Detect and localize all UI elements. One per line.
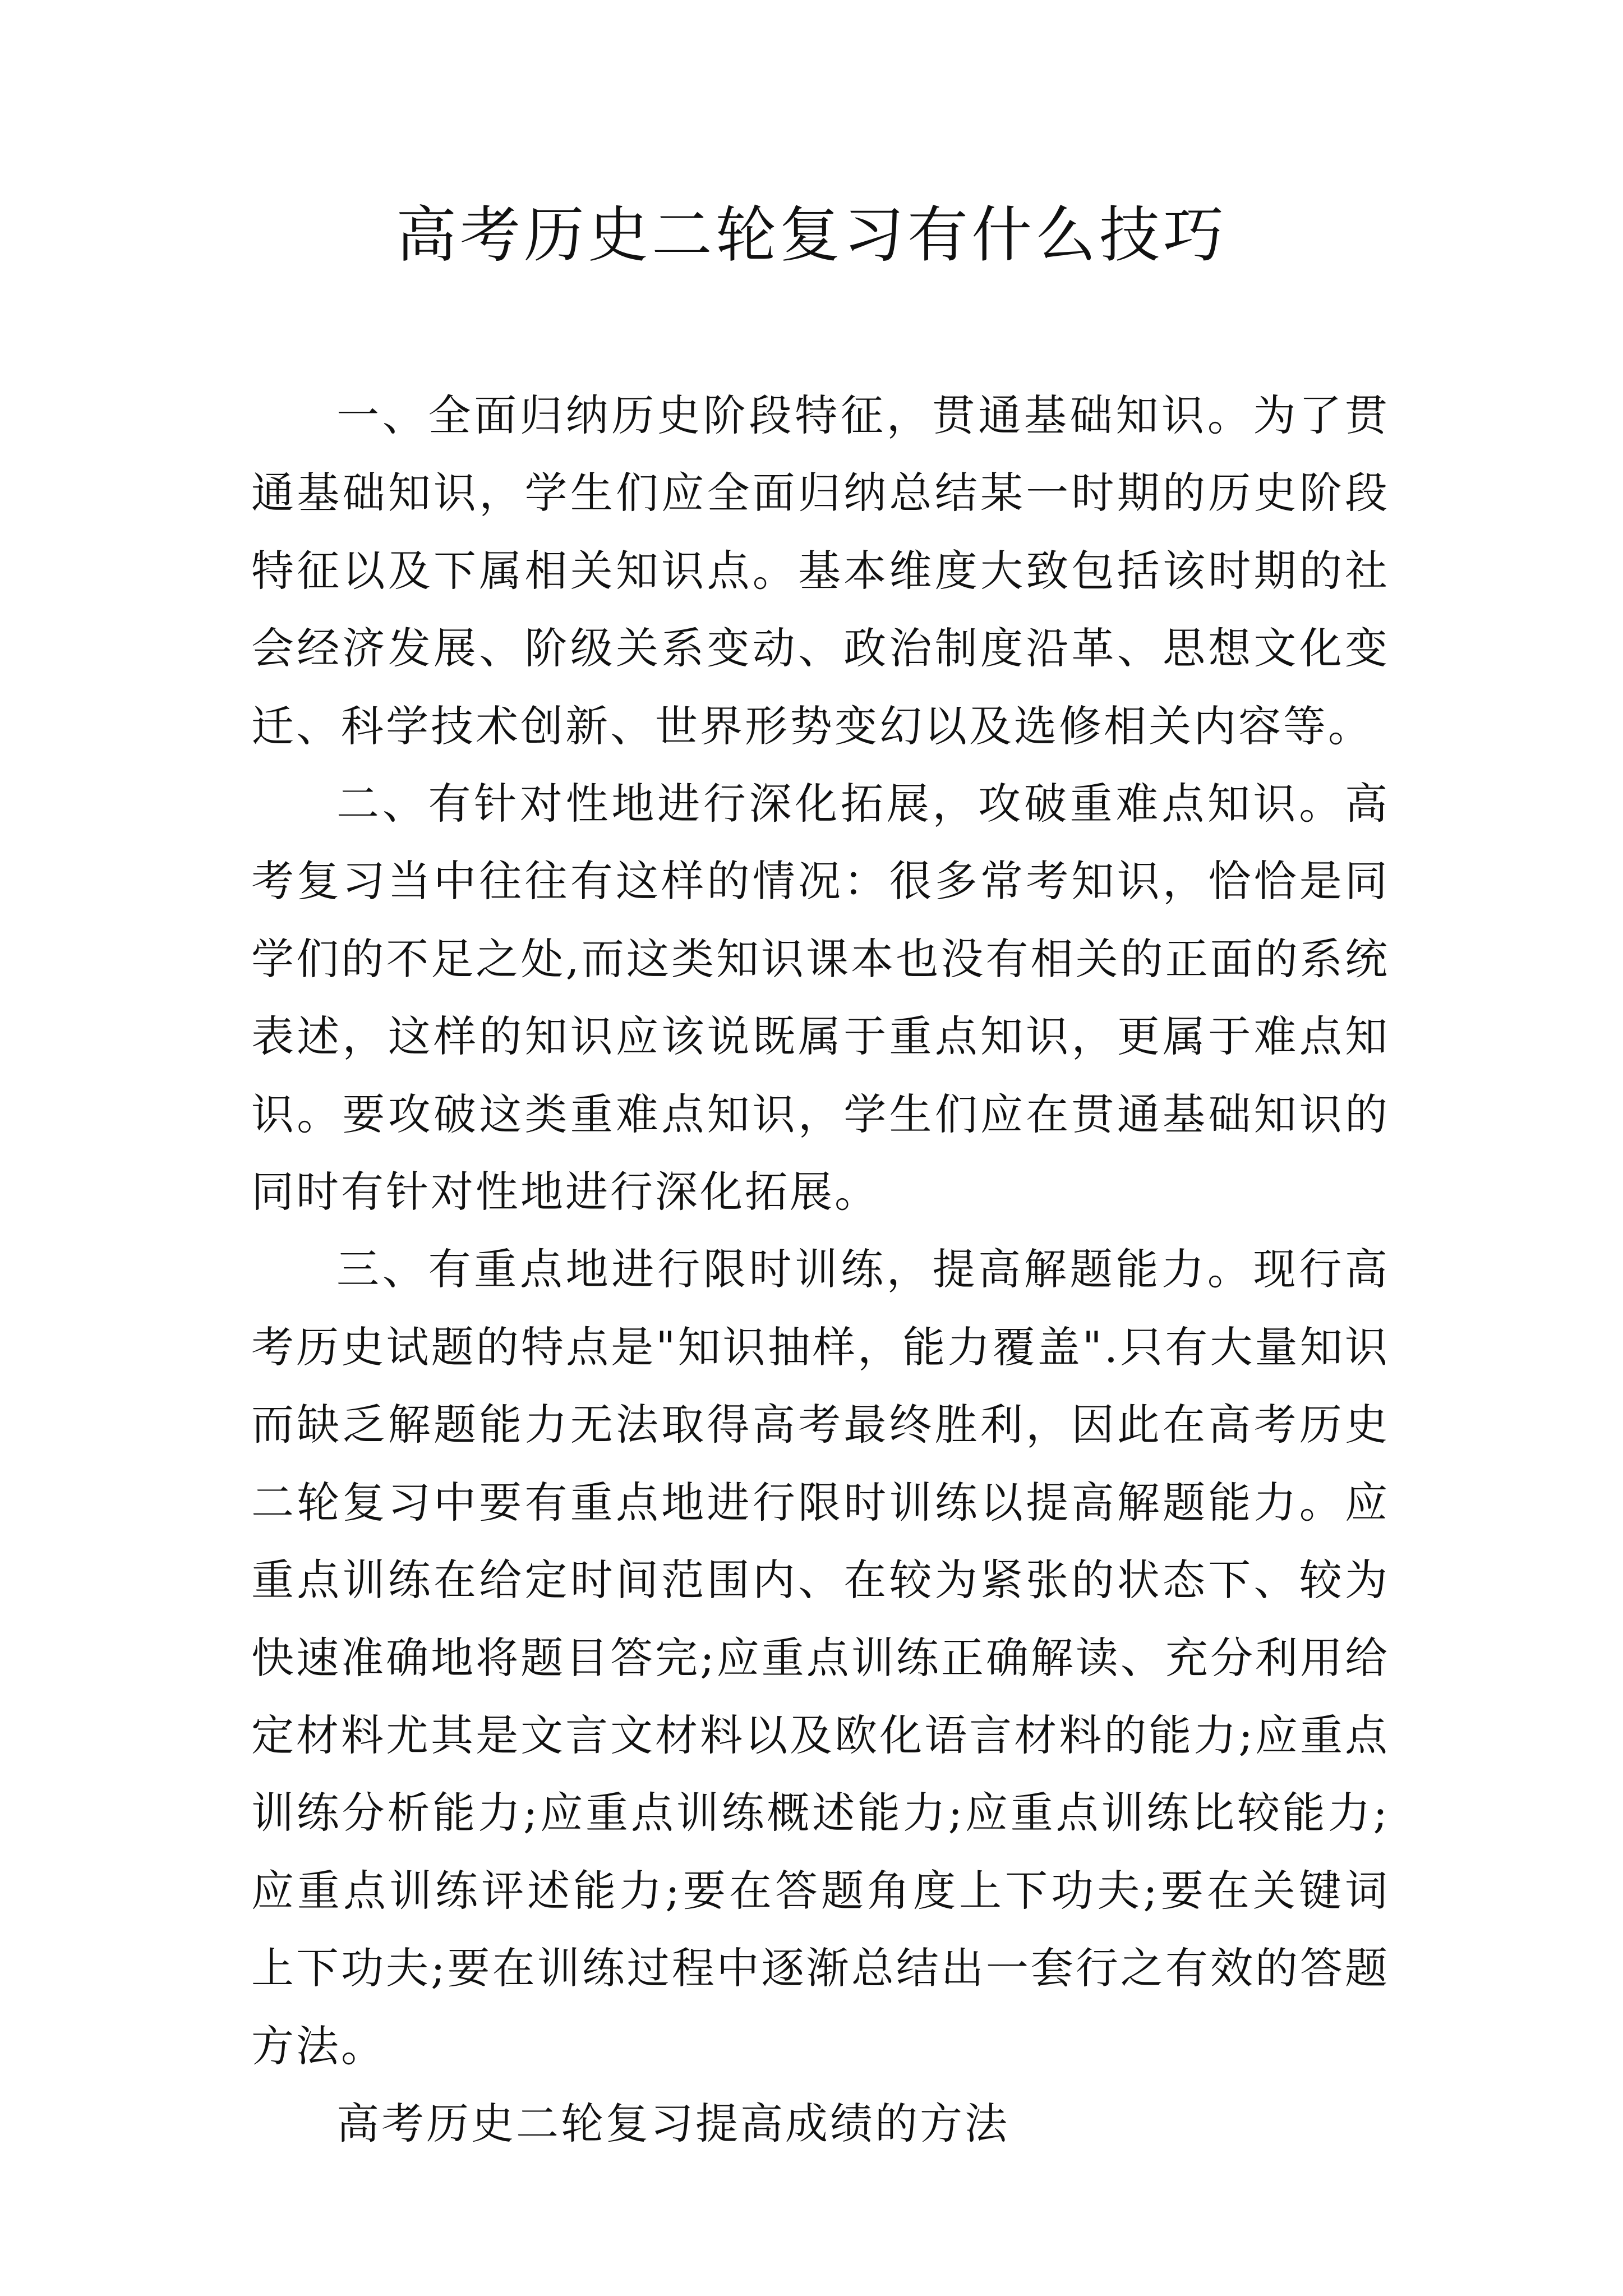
paragraph-3: 三、有重点地进行限时训练，提高解题能力。现行高考历史试题的特点是"知识抽样，能力覆盖".只有大量知识而缺乏解题能力无法取得高考最终胜利，因此在高考历史二轮复习中要有重点地进行限时训练以提高解题能力。应重点训练在给定时间范围内、在较为紧张的状态下、较为快速准确地将题目答完;应重点训练正确解读、充分利用给定材料尤其是文言文材料以及欧化语言材料的能力;应重点训练分析能力;应重点训练概述能力;应重点训练比较能力;应重点训练评述能力;要在答题角度上下功夫;要在关键词上下功夫;要在训练过程中逐渐总结出一套行之有效的答题方法。 — [251, 1244, 1390, 2071]
document-body — [251, 377, 1390, 2162]
paragraph-2: 二、有针对性地进行深化拓展，攻破重难点知识。高考复习当中往往有这样的情况：很多常考知识，恰恰是同学们的不足之处,而这类知识课本也没有相关的正面的系统表述，这样的知识应该说既属于重点知识，更属于难点知识。要攻破这类重难点知识，学生们应在贯通基础知识的同时有针对性地进行深化拓展。 — [251, 779, 1390, 1217]
section-heading: 高考历史二轮复习提高成绩的方法 — [336, 2098, 1009, 2148]
paragraph-1: 一、全面归纳历史阶段特征，贯通基础知识。为了贯通基础知识，学生们应全面归纳总结某一时期的历史阶段特征以及下属相关知识点。基本维度大致包括该时期的社会经济发展、阶级关系变动、政治制度沿革、思想文化变迁、科学技术创新、世界形势变幻以及选修相关内容等。 — [251, 390, 1390, 751]
page-title: 高考历史二轮复习有什么技巧 — [395, 200, 1227, 270]
